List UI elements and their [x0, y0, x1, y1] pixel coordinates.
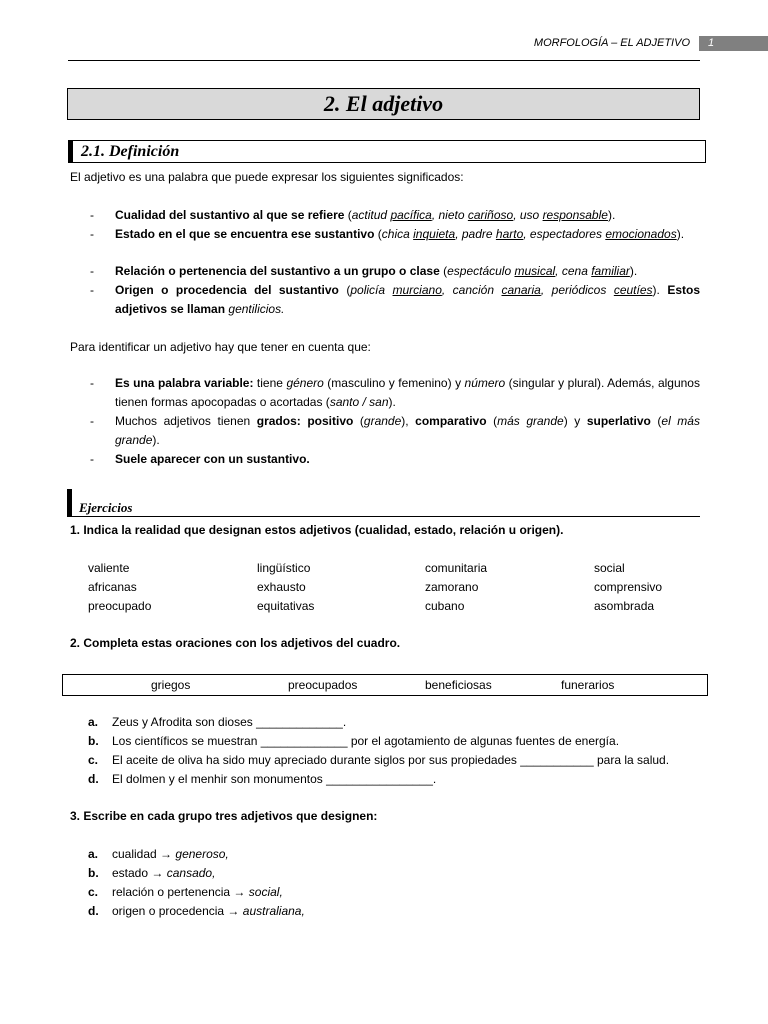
item-text: Suele aparecer con un sustantivo.: [115, 452, 310, 466]
item-lead: Origen o procedencia del sustantivo: [115, 283, 339, 297]
page-number: 1: [699, 36, 768, 51]
word: cubano: [425, 599, 465, 613]
list-item: - Cualidad del sustantivo al que se refiere (actitud pacífica, nieto cariñoso, uso responsable).: [90, 208, 616, 222]
word: asombrada: [594, 599, 655, 613]
list-item: - Muchos adjetivos tienen grados: positivo (grande), comparativo (más grande) y superlativo (el más grande).: [90, 414, 700, 447]
word: valiente: [88, 561, 130, 575]
list-item: d. origen o procedencia → australiana,: [88, 904, 305, 918]
box-word: funerarios: [561, 678, 615, 692]
list-item: c. El aceite de oliva ha sido muy apreciado durante siglos por sus propiedades ___________ para la salud.: [88, 753, 670, 767]
word: comprensivo: [594, 580, 663, 594]
word: africanas: [88, 580, 137, 594]
box-word: beneficiosas: [425, 678, 492, 692]
sentence: Los científicos se muestran _____________ por el agotamiento de algunas fuentes de energía.: [112, 734, 620, 748]
arrow-icon: →: [227, 904, 240, 918]
arrow-icon: →: [160, 847, 173, 861]
word: preocupado: [88, 599, 152, 613]
box-word: preocupados: [288, 678, 358, 692]
header-rule: [68, 60, 700, 61]
list-item: b. estado → cansado,: [88, 866, 216, 880]
item-lead: Estado en el que se encuentra ese sustantivo: [115, 227, 375, 241]
question-3: 3. Escribe en cada grupo tres adjetivos que designen:: [70, 809, 378, 823]
word: equitativas: [257, 599, 315, 613]
word-box: [62, 674, 708, 696]
section-heading-definicion: 2.1. Definición: [68, 140, 706, 163]
list-item: c. relación o pertenencia → social,: [88, 885, 283, 899]
arrow-icon: →: [233, 885, 246, 899]
sentence: El aceite de oliva ha sido muy apreciado durante siglos por sus propiedades ___________ para la salud.: [112, 753, 670, 767]
ejercicios-rule: [72, 516, 700, 517]
page-title: 2. El adjetivo: [67, 88, 700, 120]
word: lingüístico: [257, 561, 311, 575]
word: exhausto: [257, 580, 306, 594]
question-2: 2. Completa estas oraciones con los adjetivos del cuadro.: [70, 636, 401, 650]
ejercicios-heading: Ejercicios: [79, 500, 133, 515]
list-item: - Estado en el que se encuentra ese sustantivo (chica inquieta, padre harto, espectadores emocionados).: [90, 227, 685, 241]
list-item: a. cualidad → generoso,: [88, 847, 229, 861]
list-item: b. Los científicos se muestran _____________ por el agotamiento de algunas fuentes de energía.: [88, 734, 620, 748]
list-item: d. El dolmen y el menhir son monumentos ________________.: [88, 772, 437, 786]
list-item: a. Zeus y Afrodita son dioses _____________.: [88, 715, 347, 729]
word: comunitaria: [425, 561, 488, 575]
item-lead: Relación o pertenencia del sustantivo a un grupo o clase: [115, 264, 440, 278]
question-1: 1. Indica la realidad que designan estos adjetivos (cualidad, estado, relación u origen).: [70, 523, 564, 537]
definicion-intro2: Para identificar un adjetivo hay que tener en cuenta que:: [70, 340, 371, 354]
word: zamorano: [425, 580, 479, 594]
sentence: Zeus y Afrodita son dioses _____________.: [112, 715, 347, 729]
header-section-title: MORFOLOGÍA – EL ADJETIVO: [533, 37, 690, 49]
arrow-icon: →: [151, 866, 164, 880]
list-item: - Es una palabra variable: tiene género (masculino y femenino) y número (singular y plural). Además, algunos tienen formas apocopadas o acortadas (santo / san).: [90, 376, 700, 409]
box-word: griegos: [151, 678, 191, 692]
word: social: [594, 561, 625, 575]
ejercicios-bar: [67, 489, 72, 517]
item-lead: Cualidad del sustantivo al que se refiere: [115, 208, 345, 222]
sentence: El dolmen y el menhir son monumentos ________________.: [112, 772, 437, 786]
definicion-intro: El adjetivo es una palabra que puede expresar los siguientes significados:: [70, 170, 464, 184]
list-item: - Suele aparecer con un sustantivo.: [90, 452, 310, 466]
list-item: - Relación o pertenencia del sustantivo a un grupo o clase (espectáculo musical, cena familiar).: [90, 264, 638, 278]
list-item: - Origen o procedencia del sustantivo (policía murciano, canción canaria, periódicos ceutíes). Estos adjetivos se llaman gentilicios.: [90, 283, 700, 316]
